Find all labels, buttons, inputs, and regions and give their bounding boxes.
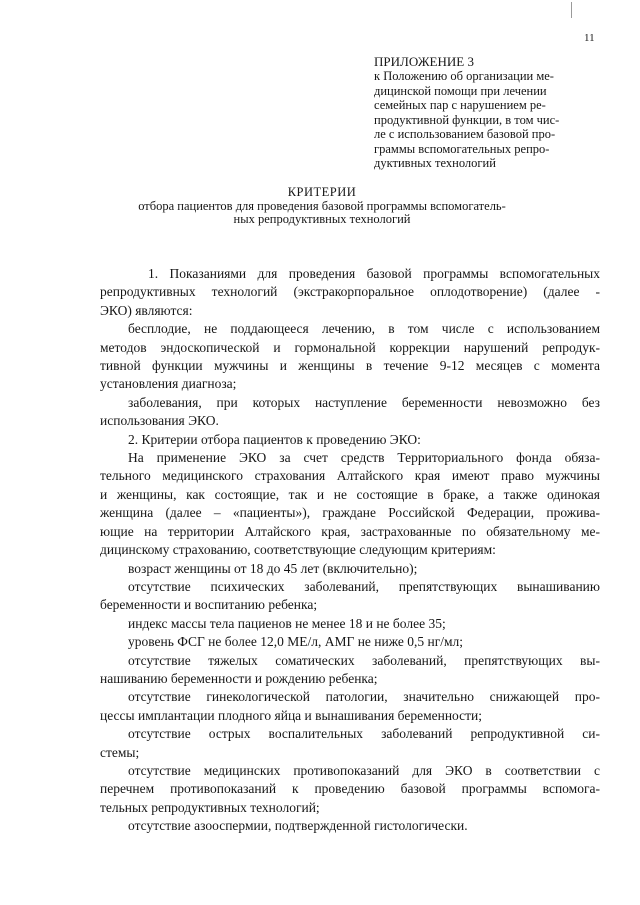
appendix-line: ле с использованием базовой про-	[374, 127, 556, 141]
body-line: нашиванию беременности и рождению ребенка;	[100, 670, 378, 686]
title-subline: ных репродуктивных технологий	[233, 212, 411, 226]
body-line: репродуктивных технологий (экстракорпоральное оплодотворение) (далее -	[100, 284, 600, 300]
body-line: беременности и воспитанию ребенка;	[100, 597, 318, 613]
document-title	[112, 186, 532, 227]
body-line: женщина (далее – «пациенты»), граждане Российской Федерации, прожива-	[100, 505, 600, 521]
appendix-line: к Положению об организации ме-	[374, 69, 554, 83]
body-line: На применение ЭКО за счет средств Территориального фонда обяза-	[128, 450, 600, 466]
appendix-line: семейных пар с нарушением ре-	[374, 98, 546, 112]
appendix-note	[374, 54, 604, 171]
scan-edge-mark	[571, 2, 572, 18]
body-line: использования ЭКО.	[100, 413, 219, 429]
body-line: ющие на территории Алтайского края, застрахованные по обязательному ме-	[100, 523, 600, 539]
body-line: дицинскому страхованию, соответствующие следующим критериям:	[100, 542, 496, 558]
body-line: отсутствие азооспермии, подтвержденной гистологически.	[128, 818, 468, 834]
title-subline: отбора пациентов для проведения базовой программы вспомогатель-	[138, 198, 506, 213]
page-number: 11	[584, 32, 595, 44]
body-line: уровень ФСГ не более 12,0 МЕ/л, АМГ не ниже 0,5 нг/мл;	[128, 634, 464, 650]
body-line: тивной функции мужчины и женщины в течение 9-12 месяцев с момента	[100, 358, 600, 374]
body-line: отсутствие гинекологической патологии, значительно снижающей про-	[128, 689, 600, 705]
appendix-heading: ПРИЛОЖЕНИЕ 3	[374, 54, 474, 69]
body-line: отсутствие медицинских противопоказаний для ЭКО в соответствии с	[128, 762, 600, 778]
body-line: установления диагноза;	[100, 376, 237, 392]
appendix-line: граммы вспомогательных репро-	[374, 141, 550, 156]
body-line: 1. Показаниями для проведения базовой программы вспомогательных	[148, 266, 600, 281]
body-line: заболевания, при которых наступление беременности невозможно без	[128, 394, 600, 410]
body-line: методов эндоскопической и гормональной коррекции нарушений репродук-	[100, 339, 600, 355]
body-line: отсутствие острых воспалительных заболеваний репродуктивной си-	[128, 726, 600, 742]
body-line: и женщины, как состоящие, так и не состоящие в браке, а также одинокая	[100, 486, 600, 502]
body-line: индекс массы тела пациенов не менее 18 и не более 35;	[128, 615, 446, 631]
appendix-line: продуктивной функции, в том чис-	[374, 112, 560, 127]
body-line: возраст женщины от 18 до 45 лет (включительно);	[128, 560, 418, 576]
appendix-line: дуктивных технологий	[374, 156, 496, 170]
body-line: бесплодие, не поддающееся лечению, в том числе с использованием	[128, 321, 600, 337]
body-line: отсутствие тяжелых соматических заболеваний, препятствующих вы-	[128, 652, 600, 668]
body-line: 2. Критерии отбора пациентов к проведению ЭКО:	[128, 431, 421, 447]
body-line: ЭКО) являются:	[100, 302, 193, 318]
body-line: стемы;	[100, 744, 140, 760]
appendix-line: дицинской помощи при лечении	[374, 83, 547, 98]
body-text	[100, 265, 600, 836]
body-line: цессы имплантации плодного яйца и вынашивания беременности;	[100, 707, 483, 723]
body-line: отсутствие психических заболеваний, препятствующих вынашиванию	[128, 578, 600, 594]
body-line: тельного медицинского страхования Алтайского края имеют право мужчины	[100, 468, 600, 484]
body-line: тельных репродуктивных технологий;	[100, 799, 320, 815]
body-line: перечнем противопоказаний к проведению базовой программы вспомога-	[100, 781, 600, 797]
title-main: КРИТЕРИИ	[287, 185, 357, 199]
